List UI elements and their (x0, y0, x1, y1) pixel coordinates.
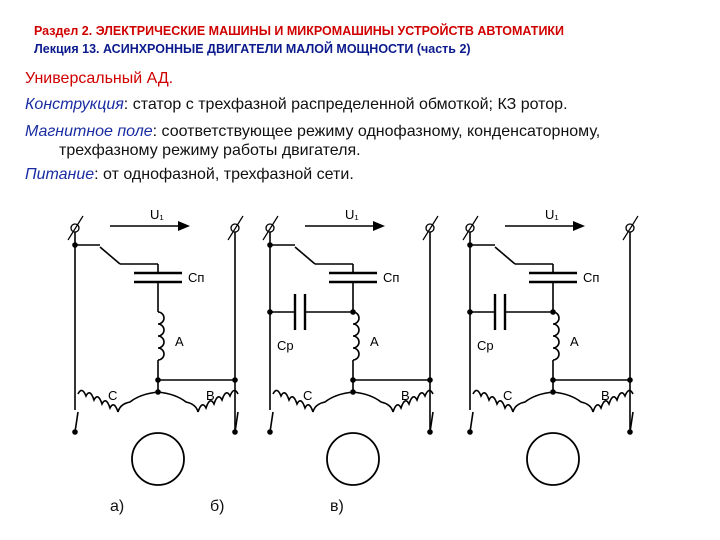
u1-label: U₁ (545, 207, 559, 222)
winding-b-label: B (601, 388, 610, 403)
winding-c-label: C (303, 388, 313, 403)
field-line-cont: трехфазному режиму работы двигателя. (59, 142, 361, 159)
run-cap-label: Cр (277, 338, 294, 353)
winding-b-lead (553, 392, 593, 412)
caption-b: б) (210, 498, 225, 515)
winding-end-dot (627, 429, 633, 435)
winding-b-coil (393, 390, 433, 412)
winding-b-lead (158, 392, 198, 412)
supply-label: Питание (25, 166, 95, 183)
winding-c-end (270, 412, 273, 432)
construction-label: Конструкция (25, 96, 124, 113)
supply-text: : от однофазной, трехфазной сети. (94, 166, 354, 183)
switch-blade (295, 247, 315, 264)
winding-a-label: A (370, 334, 379, 349)
field-text: : соответствующее режиму однофазному, конденсаторному, (152, 123, 601, 140)
u1-arrow-head (373, 221, 385, 231)
start-cap-label: Cп (188, 270, 205, 285)
winding-b-lead (353, 392, 393, 412)
winding-c-lead (118, 392, 158, 412)
slide-title: Универсальный АД. (25, 70, 174, 87)
caption-c: в) (330, 498, 344, 515)
rotor-circle (132, 433, 184, 485)
node-dot (350, 309, 356, 315)
construction-text: : статор с трехфазной распределенной обмоткой; КЗ ротор. (123, 96, 568, 113)
u1-label: U₁ (150, 207, 164, 222)
winding-a-coil (353, 312, 359, 360)
winding-c-end (75, 412, 78, 432)
start-cap-label: Cп (383, 270, 400, 285)
start-cap-label: Cп (583, 270, 600, 285)
u1-arrow-head (573, 221, 585, 231)
circuit-diagram-2 (263, 207, 438, 485)
u1-arrow-head (178, 221, 190, 231)
winding-end-dot (427, 429, 433, 435)
winding-end-dot (232, 429, 238, 435)
rotor-circle (527, 433, 579, 485)
winding-c-label: C (108, 388, 118, 403)
winding-end-dot (72, 429, 78, 435)
winding-b-coil (198, 390, 238, 412)
winding-b-label: B (401, 388, 410, 403)
winding-c-label: C (503, 388, 513, 403)
switch-blade (495, 247, 515, 264)
circuit-diagram-3 (463, 207, 638, 485)
winding-a-coil (158, 312, 164, 360)
winding-end-dot (267, 429, 273, 435)
winding-a-label: A (570, 334, 579, 349)
winding-b-coil (593, 390, 633, 412)
node-dot (550, 309, 556, 315)
rotor-circle (327, 433, 379, 485)
winding-end-dot (467, 429, 473, 435)
switch-blade (100, 247, 120, 264)
caption-a: а) (110, 498, 125, 515)
run-cap-label: Cр (477, 338, 494, 353)
u1-label: U₁ (345, 207, 359, 222)
winding-a-coil (553, 312, 559, 360)
winding-a-label: A (175, 334, 184, 349)
lecture-title: Лекция 13. АСИНХРОННЫЕ ДВИГАТЕЛИ МАЛОЙ МОЩНОСТИ (часть 2) (34, 42, 471, 56)
winding-c-lead (513, 392, 553, 412)
field-label: Магнитное поле (25, 123, 153, 140)
winding-c-lead (313, 392, 353, 412)
circuit-diagram-1 (68, 207, 243, 485)
section-title: Раздел 2. ЭЛЕКТРИЧЕСКИЕ МАШИНЫ И МИКРОМАШИНЫ УСТРОЙСТВ АВТОМАТИКИ (34, 24, 565, 38)
winding-c-end (470, 412, 473, 432)
winding-b-label: B (206, 388, 215, 403)
